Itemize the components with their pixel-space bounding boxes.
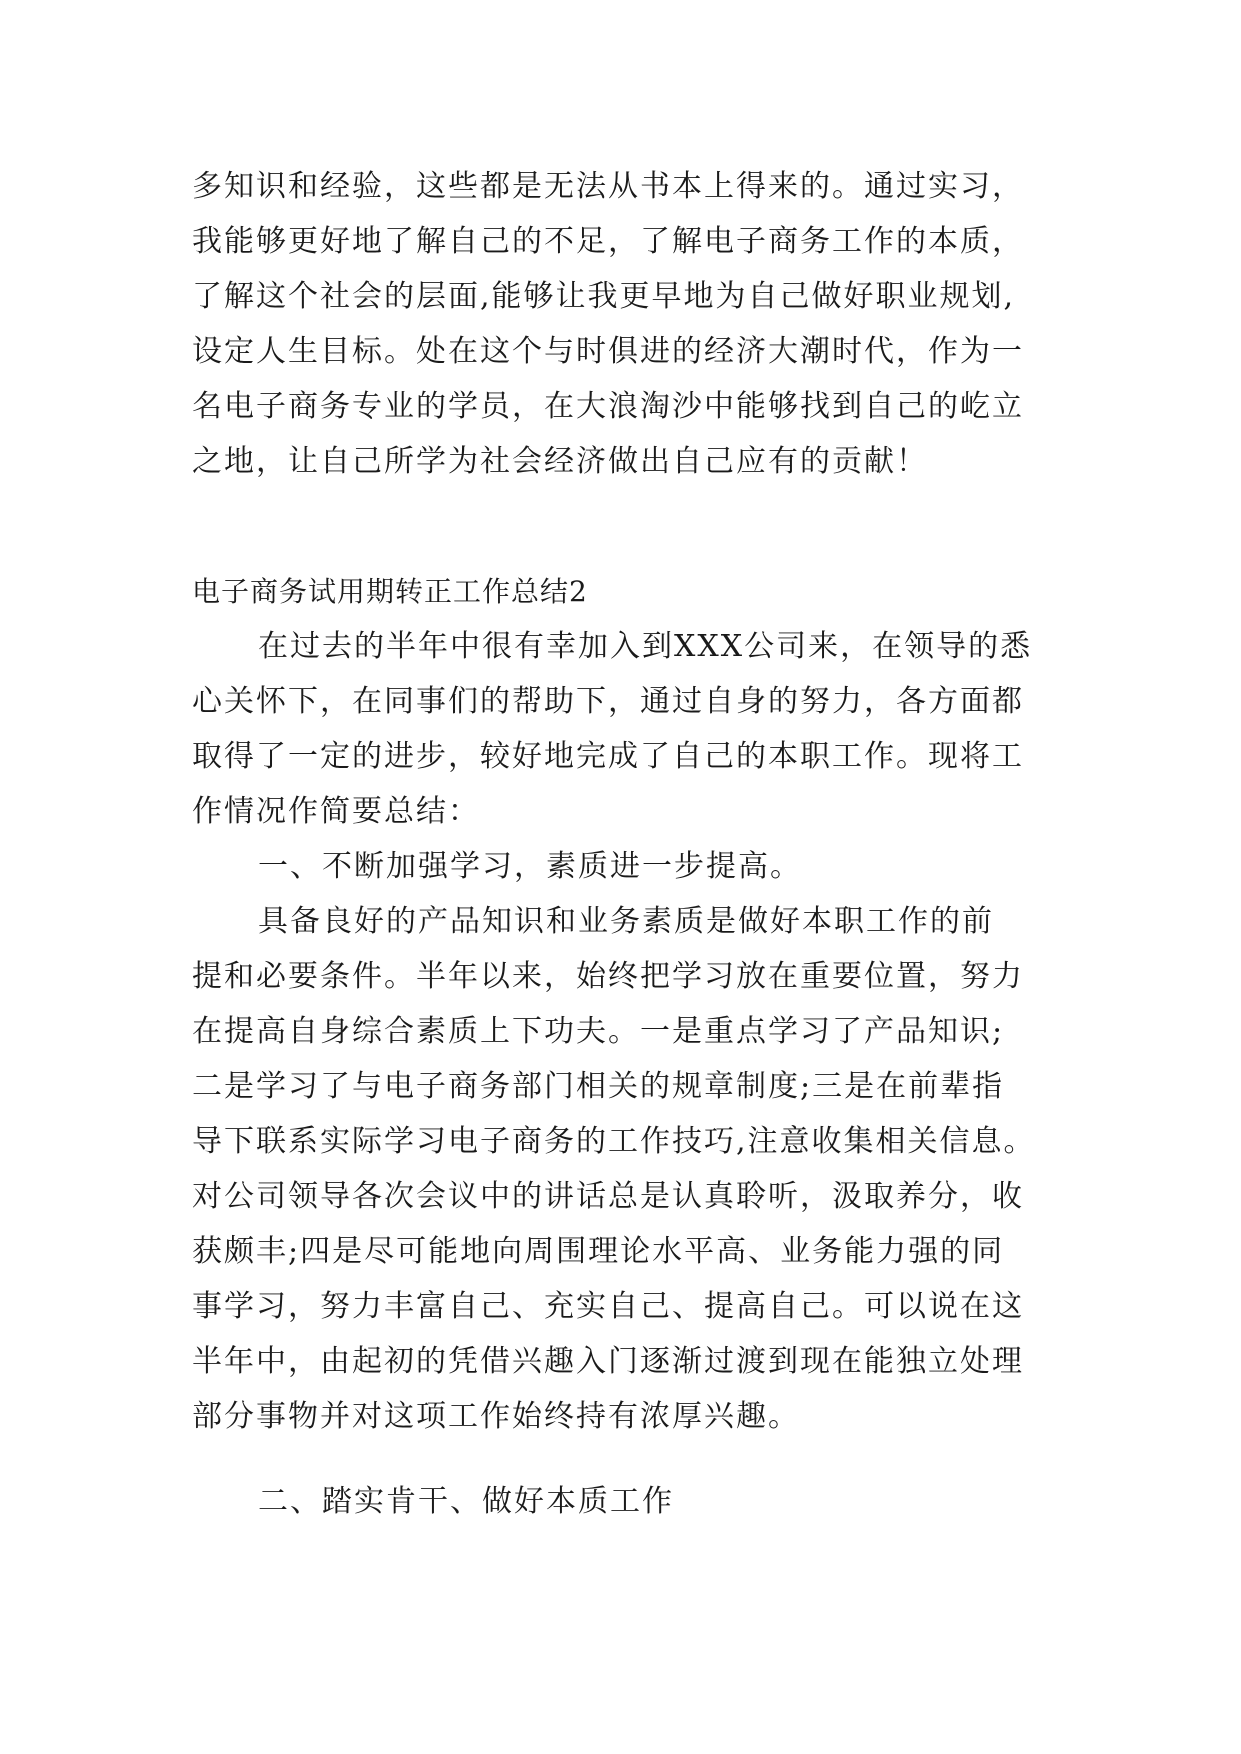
text-line: 作情况作简要总结： (192, 794, 480, 829)
text-line: 在过去的半年中很有幸加入到XXX公司来，在领导的悉 (258, 629, 1033, 664)
text-line: 心关怀下，在同事们的帮助下，通过自身的努力，各方面都 (192, 684, 1024, 719)
section-title: 电子商务试用期转正工作总结2 (192, 575, 588, 608)
text-line: 在提高自身综合素质上下功夫。一是重点学习了产品知识; (192, 1014, 1005, 1049)
text-line: 对公司领导各次会议中的讲话总是认真聆听，汲取养分，收 (192, 1179, 1024, 1214)
text-line: 了解这个社会的层面,能够让我更早地为自己做好职业规划, (192, 279, 1016, 314)
subheading: 二、踏实肯干、做好本质工作 (258, 1484, 674, 1519)
text-line: 设定人生目标。处在这个与时俱进的经济大潮时代，作为一 (192, 334, 1024, 369)
text-line: 获颇丰;四是尽可能地向周围理论水平高、业务能力强的同 (192, 1234, 1005, 1269)
text-line: 半年中，由起初的凭借兴趣入门逐渐过渡到现在能独立处理 (192, 1344, 1024, 1379)
text-line: 之地，让自己所学为社会经济做出自己应有的贡献！ (192, 444, 928, 479)
text-line: 名电子商务专业的学员，在大浪淘沙中能够找到自己的屹立 (192, 389, 1024, 424)
text-line: 二是学习了与电子商务部门相关的规章制度;三是在前辈指 (192, 1069, 1005, 1104)
text-line: 事学习，努力丰富自己、充实自己、提高自己。可以说在这 (192, 1289, 1024, 1324)
text-line: 多知识和经验，这些都是无法从书本上得来的。通过实习， (192, 169, 1024, 204)
text-line: 部分事物并对这项工作始终持有浓厚兴趣。 (192, 1399, 800, 1434)
text-line: 导下联系实际学习电子商务的工作技巧,注意收集相关信息。 (192, 1124, 1036, 1159)
text-line: 具备良好的产品知识和业务素质是做好本职工作的前 (258, 904, 994, 939)
text-line: 我能够更好地了解自己的不足，了解电子商务工作的本质， (192, 224, 1024, 259)
text-line: 取得了一定的进步，较好地完成了自己的本职工作。现将工 (192, 739, 1024, 774)
text-line: 提和必要条件。半年以来，始终把学习放在重要位置，努力 (192, 959, 1024, 994)
subheading: 一、不断加强学习，素质进一步提高。 (258, 849, 802, 884)
